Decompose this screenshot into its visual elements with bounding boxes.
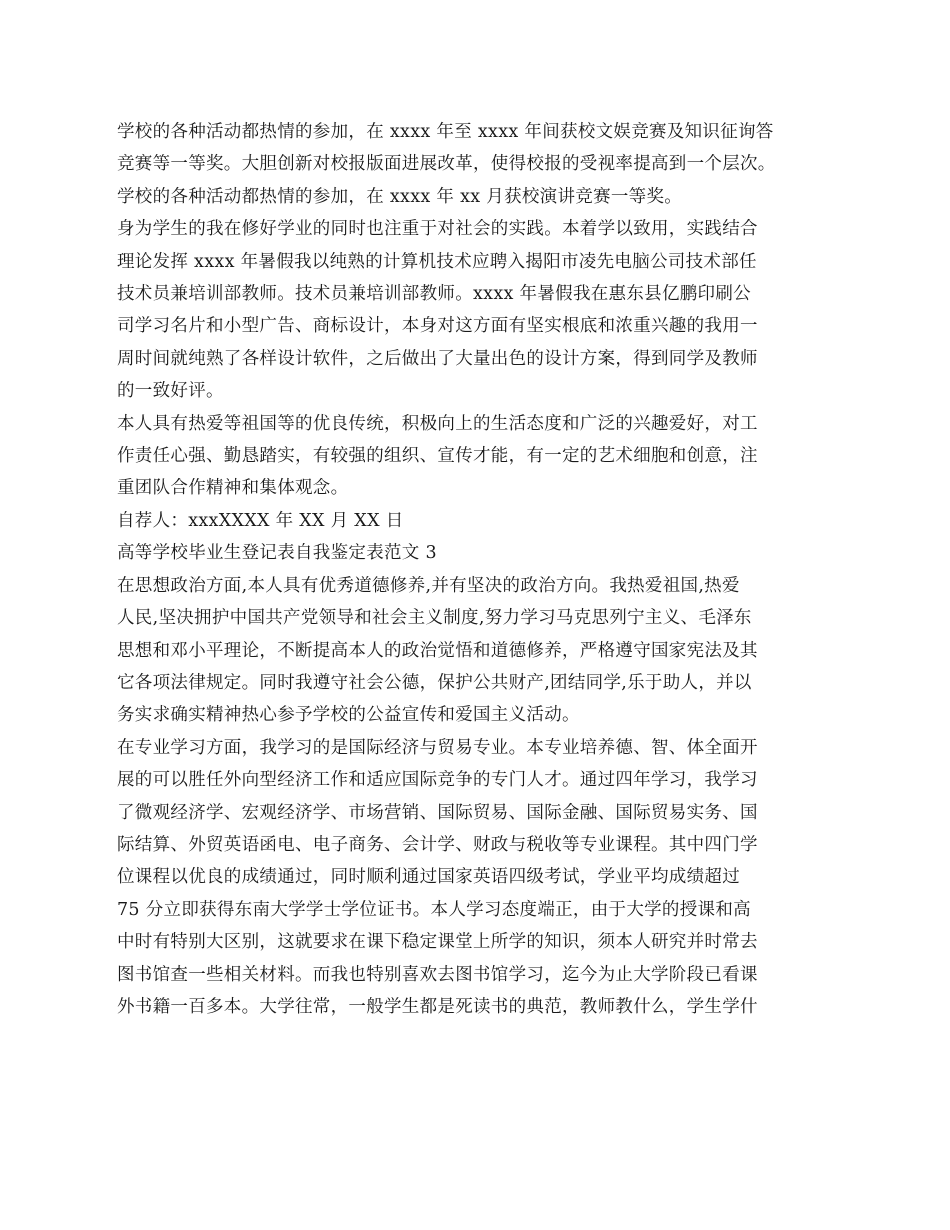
text-line: 作责任心强、勤恳踏实，有较强的组织、宣传才能，有一定的艺术细胞和创意，注	[117, 446, 758, 467]
text-line: 理论发挥 xxxx 年暑假我以纯熟的计算机技术应聘入揭阳市凌先电脑公司技术部任	[117, 251, 757, 272]
paragraph-speech-award	[117, 181, 833, 213]
text-line: 学校的各种活动都热情的参加，在 xxxx 年 xx 月获校演讲竞赛一等奖。	[117, 186, 683, 207]
paragraph-personal-qualities	[117, 408, 833, 505]
paragraph-signature-date	[117, 505, 833, 537]
text-line: 图书馆查一些相关材料。而我也特别喜欢去图书馆学习，迄今为止大学阶段已看课	[117, 964, 758, 985]
paragraph-activities-awards	[117, 116, 833, 181]
text-line: 本人具有热爱等祖国等的优良传统，积极向上的生活态度和广泛的兴趣爱好，对工	[117, 413, 758, 434]
text-line: 自荐人：xxxXXXX 年 XX 月 XX 日	[117, 510, 404, 531]
text-line: 务实求确实精神热心参予学校的公益宣传和爱国主义活动。	[117, 705, 580, 726]
text-line: 在思想政治方面,本人具有优秀道德修养,并有坚决的政治方向。我热爱祖国,热爱	[117, 575, 740, 596]
text-line: 外书籍一百多本。大学往常，一般学生都是死读书的典范，教师教什么，学生学什	[117, 996, 758, 1017]
text-line: 重团队合作精神和集体观念。	[117, 478, 349, 499]
text-line: 75 分立即获得东南大学学士学位证书。本人学习态度端正，由于大学的授课和高	[117, 899, 751, 920]
text-line: 在专业学习方面，我学习的是国际经济与贸易专业。本专业培养德、智、体全面开	[117, 737, 758, 758]
text-line: 技术员兼培训部教师。技术员兼培训部教师。xxxx 年暑假我在惠东县亿鹏印刷公	[117, 284, 751, 305]
text-line: 竞赛等一等奖。大胆创新对校报版面进展改革，使得校报的受视率提高到一个层次。	[117, 154, 776, 175]
text-line: 周时间就纯熟了各样设计软件，之后做出了大量出色的设计方案，得到同学及教师	[117, 348, 758, 369]
section-heading	[117, 537, 833, 569]
paragraph-social-practice	[117, 213, 833, 407]
text-line: 的一致好评。	[117, 381, 224, 402]
document-body	[117, 116, 833, 1023]
text-line: 思想和邓小平理论，不断提高本人的政治觉悟和道德修养，严格遵守国家宪法及其	[117, 640, 758, 661]
text-line: 人民,坚决拥护中国共产党领导和社会主义制度,努力学习马克思列宁主义、毛泽东	[117, 608, 752, 629]
text-line: 学校的各种活动都热情的参加，在 xxxx 年至 xxxx 年间获校文娱竞赛及知识征询答	[117, 122, 774, 142]
text-line: 位课程以优良的成绩通过，同时顺利通过国家英语四级考试，学业平均成绩超过	[117, 867, 740, 888]
paragraph-political-thought	[117, 570, 833, 732]
text-line: 高等学校毕业生登记表自我鉴定表范文 3	[117, 543, 437, 564]
text-line: 中时有特别大区别，这就要求在课下稳定课堂上所学的知识，须本人研究并时常去	[117, 932, 758, 953]
text-line: 司学习名片和小型广告、商标设计，本身对这方面有坚实根底和浓重兴趣的我用一	[117, 316, 758, 337]
paragraph-professional-study	[117, 732, 833, 1024]
text-line: 身为学生的我在修好学业的同时也注重于对社会的实践。本着学以致用，实践结合	[117, 219, 758, 240]
text-line: 了微观经济学、宏观经济学、市场营销、国际贸易、国际金融、国际贸易实务、国	[117, 802, 758, 823]
text-line: 展的可以胜任外向型经济工作和适应国际竞争的专门人才。通过四年学习，我学习	[117, 770, 758, 791]
text-line: 际结算、外贸英语函电、电子商务、会计学、财政与税收等专业课程。其中四门学	[117, 834, 758, 855]
text-line: 它各项法律规定。同时我遵守社会公德，保护公共财产,团结同学,乐于助人，并以	[117, 672, 752, 693]
